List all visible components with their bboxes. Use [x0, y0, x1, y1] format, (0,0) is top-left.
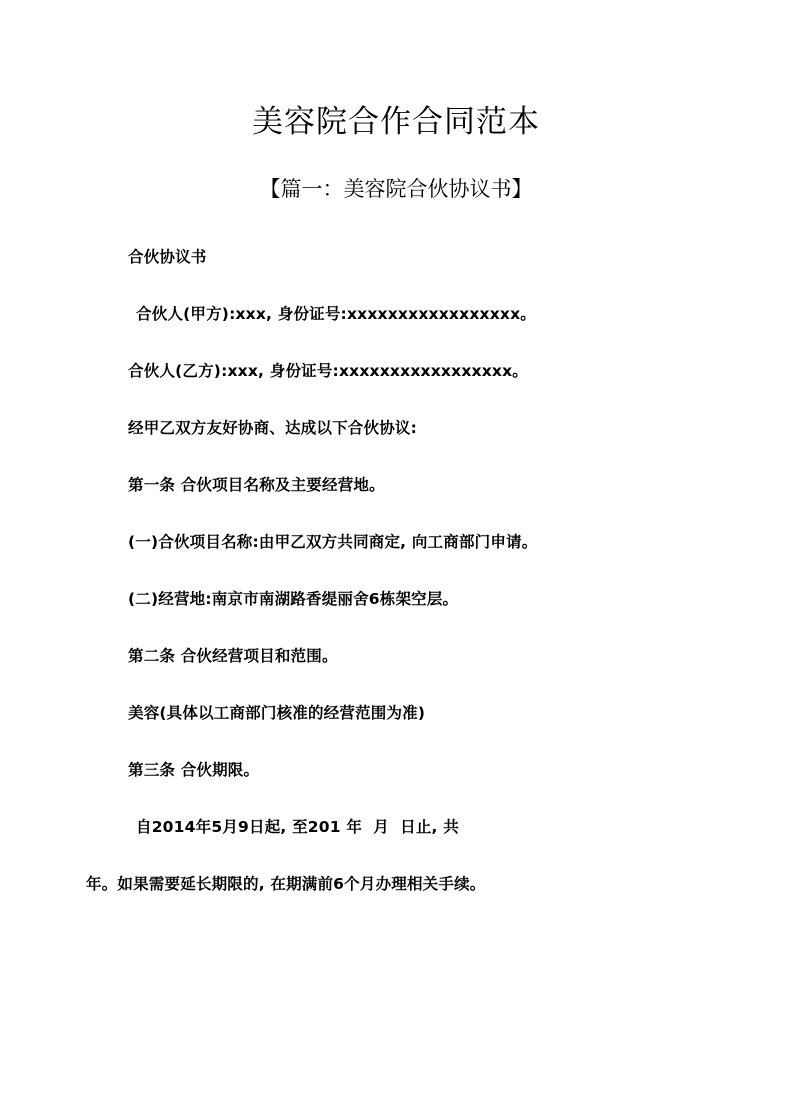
- paragraph-preamble: 经甲乙双方友好协商、达成以下合伙协议:: [128, 419, 417, 438]
- paragraph-article-3-term-start: 自2014年5月9日起, 至201 年 月 日止, 共: [136, 818, 459, 837]
- paragraph-article-3-term-end: 年。如果需要延长期限的, 在期满前6个月办理相关手续。: [86, 875, 486, 894]
- document-subtitle: 【篇一：美容院合伙协议书】: [259, 177, 533, 201]
- paragraph-heading-agreement: 合伙协议书: [128, 248, 207, 266]
- paragraph-article-2: 第二条 合伙经营项目和范围。: [128, 647, 338, 666]
- paragraph-partner-b: 合伙人(乙方):xxx, 身份证号:xxxxxxxxxxxxxxxxx。: [128, 362, 529, 381]
- paragraph-article-3: 第三条 合伙期限。: [128, 761, 260, 780]
- paragraph-article-1-2: (二)经营地:南京市南湖路香缇丽舍6栋架空层。: [128, 590, 459, 609]
- paragraph-article-2-1: 美容(具体以工商部门核准的经营范围为准): [128, 704, 426, 723]
- document-body: [0, 245, 792, 896]
- paragraph-article-1: 第一条 合伙项目名称及主要经营地。: [128, 476, 385, 495]
- page-title: 美容院合作合同范本: [252, 104, 540, 140]
- paragraph-article-1-1: (一)合伙项目名称:由甲乙双方共同商定, 向工商部门申请。: [128, 533, 538, 552]
- paragraph-partner-a: 合伙人(甲方):xxx, 身份证号:xxxxxxxxxxxxxxxxx。: [136, 305, 537, 324]
